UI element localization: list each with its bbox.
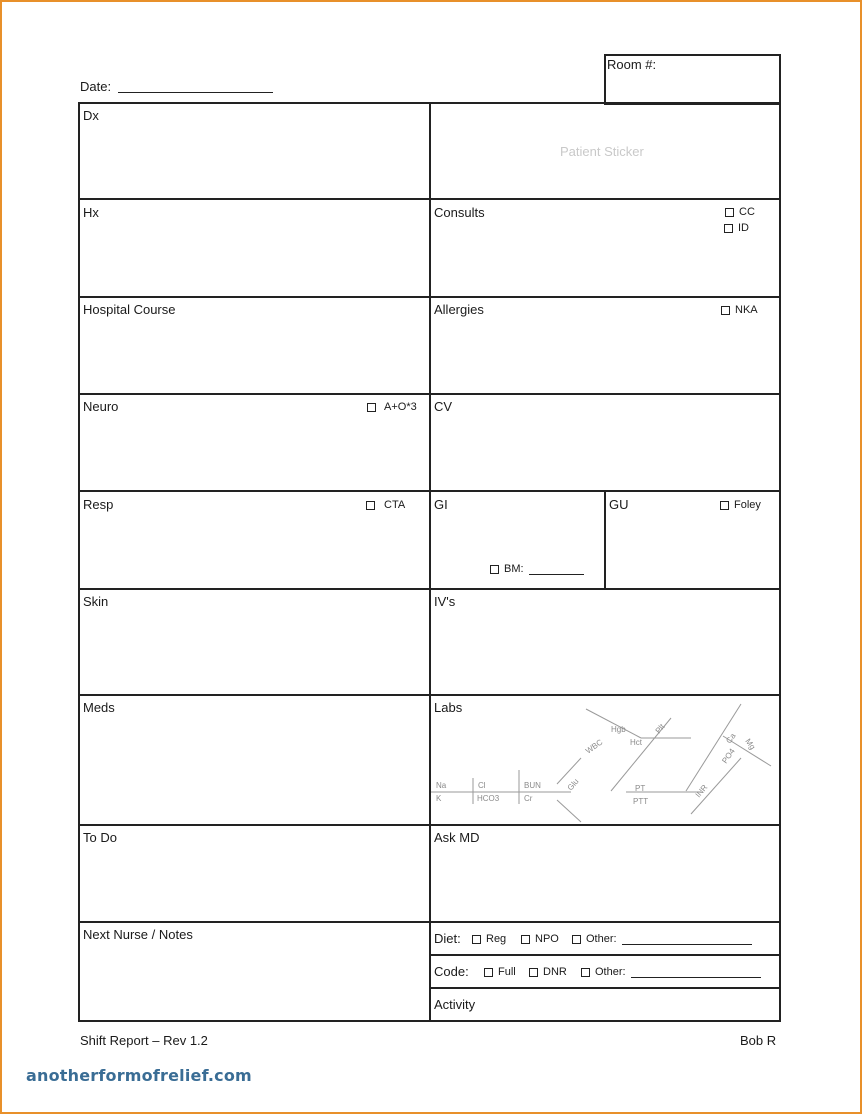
checkbox-square[interactable] [529, 968, 538, 977]
patient-sticker-placeholder: Patient Sticker [560, 144, 644, 159]
lab-hco3: HCO3 [477, 794, 500, 803]
row-divider [78, 588, 781, 590]
checkbox-label: Full [498, 966, 516, 978]
row-divider [429, 987, 781, 989]
checkbox-label: Foley [734, 499, 761, 511]
code-dnr-checkbox[interactable] [529, 966, 567, 978]
checkbox-square[interactable] [472, 935, 481, 944]
to-do-label: To Do [83, 830, 117, 845]
checkbox-label: NPO [535, 933, 559, 945]
code-full-checkbox[interactable] [484, 966, 516, 978]
meds-label: Meds [83, 700, 115, 715]
lab-bun: BUN [524, 781, 541, 790]
checkbox-square[interactable] [367, 403, 376, 412]
ivs-label: IV's [434, 594, 456, 609]
checkbox-label: Other: [586, 933, 617, 945]
lab-po4: PO4 [720, 746, 737, 766]
row-divider [78, 393, 781, 395]
checkbox-square[interactable] [721, 306, 730, 315]
lab-pt: PT [635, 784, 646, 793]
lab-cr: Cr [524, 794, 533, 803]
next-nurse-notes-label: Next Nurse / Notes [83, 927, 193, 942]
checkbox-label: CC [739, 206, 755, 218]
diet-label: Diet: [434, 931, 461, 946]
row-divider [78, 921, 781, 923]
lab-k: K [436, 794, 442, 803]
consults-cc-checkbox[interactable] [725, 206, 755, 218]
diet-reg-checkbox[interactable] [472, 933, 506, 945]
checkbox-label: CTA [384, 499, 406, 511]
gu-label: GU [609, 497, 629, 512]
lab-ptt: PTT [633, 797, 649, 806]
lab-plt: Plt [653, 722, 667, 736]
resp-label: Resp [83, 497, 114, 512]
checkbox-square[interactable] [724, 224, 733, 233]
author: Bob R [740, 1033, 777, 1048]
cv-label: CV [434, 399, 453, 414]
checkbox-label: A+O*3 [384, 401, 417, 413]
checkbox-label: ID [738, 222, 749, 234]
lab-na: Na [436, 781, 447, 790]
checkbox-square[interactable] [725, 208, 734, 217]
resp-cta-checkbox[interactable] [366, 499, 405, 511]
checkbox-label: DNR [543, 966, 567, 978]
row-divider [429, 954, 781, 956]
allergies-label: Allergies [434, 302, 484, 317]
skin-label: Skin [83, 594, 109, 609]
checkbox-square[interactable] [366, 501, 375, 510]
center-divider [429, 102, 431, 1022]
allergies-nka-checkbox[interactable] [721, 304, 758, 316]
gi-gu-divider [604, 491, 606, 589]
lab-hgb: Hgb [611, 725, 626, 734]
lab-ca: Ca [724, 731, 738, 746]
hx-label: Hx [83, 205, 99, 220]
neuro-aox3-checkbox[interactable] [367, 401, 417, 413]
ask-md-label: Ask MD [434, 830, 480, 845]
code-other-checkbox[interactable] [581, 966, 761, 978]
date-field[interactable] [118, 92, 273, 93]
diet-other-field[interactable] [622, 934, 752, 945]
row-divider [78, 296, 781, 298]
gi-bm-checkbox[interactable] [490, 563, 584, 575]
labs-label: Labs [434, 700, 463, 715]
activity-label: Activity [434, 997, 476, 1012]
diet-other-checkbox[interactable] [572, 933, 752, 945]
checkbox-label: BM: [504, 563, 524, 575]
consults-id-checkbox[interactable] [724, 222, 749, 234]
room-label: Room #: [607, 57, 657, 72]
checkbox-label: NKA [735, 304, 758, 316]
labs-diagram [431, 696, 779, 823]
code-label: Code: [434, 964, 469, 979]
consults-label: Consults [434, 205, 485, 220]
lab-cl: Cl [478, 781, 486, 790]
watermark-url: anotherformofrelief.com [26, 1066, 252, 1085]
lab-wbc: WBC [583, 737, 605, 756]
checkbox-label: Other: [595, 966, 626, 978]
row-divider [78, 490, 781, 492]
lab-hct: Hct [630, 738, 642, 747]
checkbox-square[interactable] [490, 565, 499, 574]
form-revision: Shift Report – Rev 1.2 [80, 1033, 208, 1048]
neuro-label: Neuro [83, 399, 119, 414]
bm-field[interactable] [529, 564, 584, 575]
checkbox-square[interactable] [581, 968, 590, 977]
checkbox-square[interactable] [720, 501, 729, 510]
lab-inr: INR [693, 782, 710, 800]
diet-npo-checkbox[interactable] [521, 933, 559, 945]
lab-mg: Mg [743, 736, 758, 752]
checkbox-square[interactable] [521, 935, 530, 944]
row-divider [78, 198, 781, 200]
gi-label: GI [434, 497, 448, 512]
date-label: Date: [80, 79, 112, 94]
checkbox-label: Reg [486, 933, 507, 945]
hospital-course-label: Hospital Course [83, 302, 176, 317]
dx-label: Dx [83, 108, 99, 123]
checkbox-square[interactable] [572, 935, 581, 944]
lab-glu: Glu [565, 776, 581, 793]
row-divider [78, 824, 781, 826]
code-other-field[interactable] [631, 967, 761, 978]
gu-foley-checkbox[interactable] [720, 499, 761, 511]
checkbox-square[interactable] [484, 968, 493, 977]
